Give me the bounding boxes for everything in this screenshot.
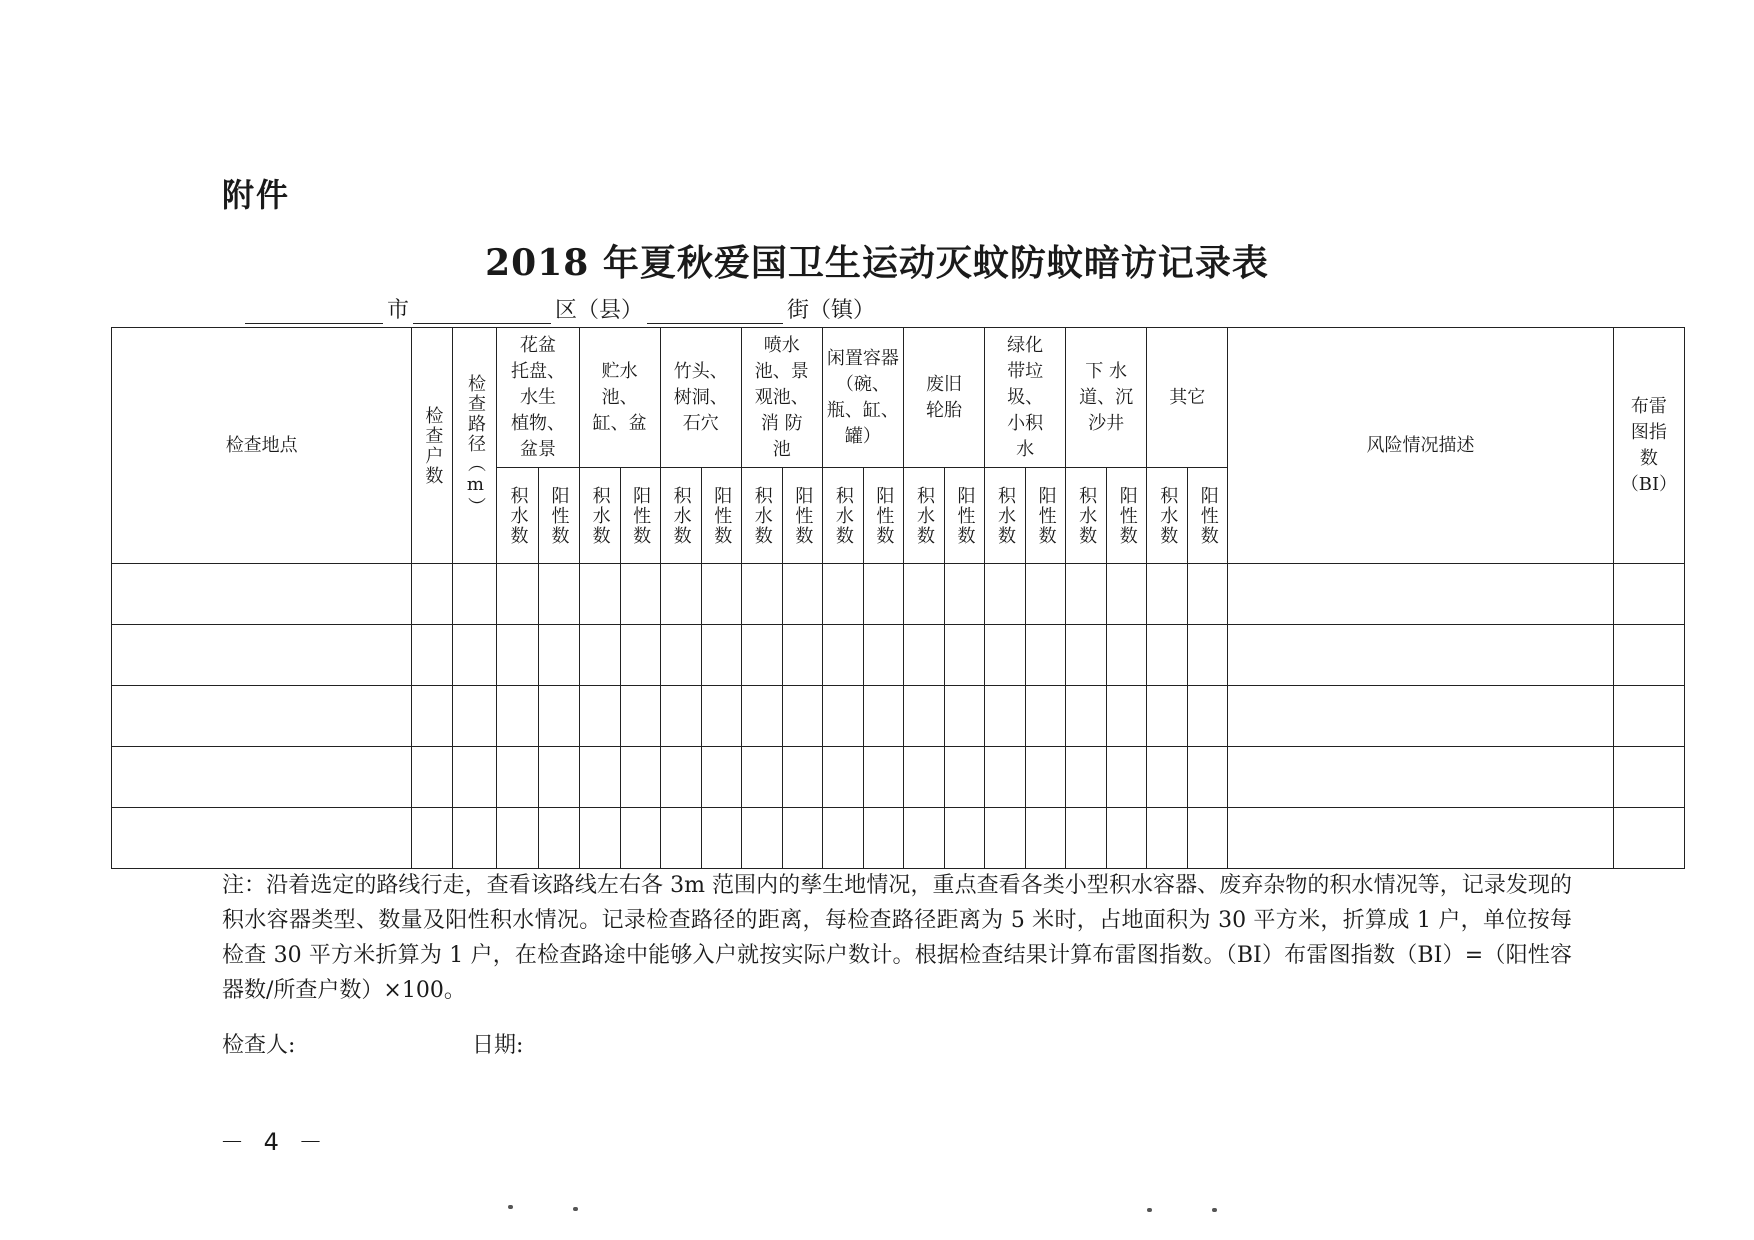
table-cell[interactable] [863,686,903,747]
table-cell[interactable] [538,686,579,747]
category-line: 罐） [844,425,881,447]
category-line: 水 [1016,438,1035,460]
table-cell[interactable] [497,564,538,625]
table-cell[interactable] [701,564,741,625]
attachment-label: 附件 [222,176,291,214]
table-cell[interactable] [985,564,1026,625]
table-cell[interactable] [1228,686,1613,747]
table-cell[interactable] [412,808,453,869]
category-line: 闲置容器 [826,347,899,369]
category-line: 道、沉 [1079,386,1134,408]
header-location: 检查地点 [112,328,412,564]
category-line: 带垃 [1007,360,1044,382]
table-cell[interactable] [497,747,538,808]
category-line: 托盘、 [511,360,566,382]
table-cell[interactable] [538,808,579,869]
table-cell[interactable] [660,808,701,869]
document-title: 2018 年夏秋爱国卫生运动灭蚊防蚊暗访记录表 [485,242,1269,284]
bi-line: 布雷 [1630,395,1667,417]
table-cell[interactable] [112,808,412,869]
table-cell[interactable] [822,625,863,686]
table-cell[interactable] [620,808,660,869]
table-cell[interactable] [412,564,453,625]
table-cell[interactable] [782,625,822,686]
table-cell[interactable] [1026,747,1066,808]
header-positive-count: 阳性数 [863,468,903,564]
table-cell[interactable] [1188,686,1228,747]
header-bi [1613,328,1684,564]
header-category-2 [660,328,741,468]
district-label: 区（县） [555,298,644,323]
table-cell[interactable] [701,686,741,747]
scan-speck [573,1207,578,1211]
header-positive-count: 阳性数 [1188,468,1228,564]
table-cell[interactable] [453,747,497,808]
table-cell[interactable] [1613,747,1684,808]
table-cell[interactable] [741,564,782,625]
table-cell[interactable] [944,625,984,686]
category-line: 水生 [520,386,557,408]
category-line: 池、景 [754,360,809,382]
table-cell[interactable] [944,808,984,869]
street-label: 街（镇） [787,298,876,323]
table-cell[interactable] [620,686,660,747]
header-category-6 [985,328,1066,468]
table-cell[interactable] [112,747,412,808]
table-cell[interactable] [822,808,863,869]
bi-line: 图指 [1630,421,1667,443]
table-cell[interactable] [741,686,782,747]
table-cell[interactable] [1147,564,1188,625]
table-cell[interactable] [1613,564,1684,625]
header-water-count: 积水数 [1066,468,1107,564]
table-cell[interactable] [660,625,701,686]
header-water-count: 积水数 [822,468,863,564]
header-positive-count: 阳性数 [944,468,984,564]
table-cell[interactable] [822,564,863,625]
table-cell[interactable] [1026,686,1066,747]
table-cell[interactable] [497,625,538,686]
table-cell[interactable] [412,625,453,686]
header-water-count: 积水数 [497,468,538,564]
header-category-1 [579,328,660,468]
header-households: 检查户数 [412,328,453,564]
category-line: 废旧 [925,373,962,395]
page-number: － 4 － [220,1128,329,1156]
category-line: 沙井 [1088,412,1125,434]
table-cell[interactable] [620,564,660,625]
category-line: 小积 [1007,412,1044,434]
table-cell[interactable] [579,747,620,808]
table-cell[interactable] [1107,625,1147,686]
header-category-5 [903,328,984,468]
table-cell[interactable] [112,686,412,747]
table-cell[interactable] [112,564,412,625]
table-cell[interactable] [1188,808,1228,869]
city-label: 市 [387,298,410,323]
table-cell[interactable] [1066,747,1107,808]
scan-speck [1212,1208,1217,1212]
header-positive-count: 阳性数 [1107,468,1147,564]
table-cell[interactable] [1066,808,1107,869]
region-line [245,293,879,324]
header-positive-count: 阳性数 [782,468,822,564]
category-line: 绿化 [1007,334,1044,356]
inspector-label: 检查人: [222,1033,296,1058]
table-cell[interactable] [701,747,741,808]
table-cell[interactable] [701,808,741,869]
category-line: 喷水 [763,334,800,356]
table-cell[interactable] [822,747,863,808]
header-water-count: 积水数 [985,468,1026,564]
table-row [112,747,1685,808]
table-cell[interactable] [579,808,620,869]
header-category-0 [497,328,579,468]
table-cell[interactable] [1613,625,1684,686]
table-cell[interactable] [1026,808,1066,869]
header-water-count: 积水数 [579,468,620,564]
table-cell[interactable] [453,686,497,747]
header-category-7 [1066,328,1147,468]
table-cell[interactable] [903,808,944,869]
district-blank[interactable] [413,299,551,324]
header-category-3 [741,328,822,468]
table-cell[interactable] [538,747,579,808]
table-cell[interactable] [620,747,660,808]
table-cell[interactable] [1107,747,1147,808]
table-cell[interactable] [944,747,984,808]
table-cell[interactable] [412,686,453,747]
table-cell[interactable] [782,747,822,808]
table-row [112,625,1685,686]
table-cell[interactable] [903,747,944,808]
table-cell[interactable] [453,625,497,686]
table-cell[interactable] [579,686,620,747]
category-line: 圾、 [1007,386,1044,408]
table-cell[interactable] [660,686,701,747]
table-cell[interactable] [985,808,1026,869]
table-cell[interactable] [1228,747,1613,808]
street-blank[interactable] [647,299,783,324]
table-row [112,808,1685,869]
category-line: 树洞、 [673,386,728,408]
table-cell[interactable] [579,564,620,625]
table-cell[interactable] [1066,686,1107,747]
table-cell[interactable] [944,564,984,625]
table-cell[interactable] [1066,625,1107,686]
category-line: 盆景 [520,438,557,460]
category-line: 花盆 [520,334,557,356]
table-cell[interactable] [497,808,538,869]
header-path: 检查路径（m） [453,328,497,564]
table-cell[interactable] [903,625,944,686]
table-cell[interactable] [1613,686,1684,747]
city-blank[interactable] [245,299,383,324]
scan-speck [1147,1208,1152,1212]
table-cell[interactable] [863,808,903,869]
category-line: 消 防 [760,412,803,434]
table-cell[interactable] [741,625,782,686]
header-water-count: 积水数 [741,468,782,564]
header-positive-count: 阳性数 [1026,468,1066,564]
table-cell[interactable] [903,564,944,625]
scan-speck [508,1205,513,1209]
table-cell[interactable] [1026,625,1066,686]
table-row [112,564,1685,625]
header-risk: 风险情况描述 [1228,328,1613,564]
table-cell[interactable] [1188,625,1228,686]
bi-line: 数 [1639,447,1658,469]
table-cell[interactable] [660,564,701,625]
table-cell[interactable] [112,625,412,686]
table-cell[interactable] [1026,564,1066,625]
table-cell[interactable] [1188,747,1228,808]
table-cell[interactable] [822,686,863,747]
table-cell[interactable] [453,564,497,625]
table-cell[interactable] [1147,747,1188,808]
table-cell[interactable] [782,564,822,625]
header-water-count: 积水数 [903,468,944,564]
table-cell[interactable] [660,747,701,808]
category-line: 竹头、 [673,360,728,382]
header-category-8 [1147,328,1228,468]
table-cell[interactable] [538,625,579,686]
table-cell[interactable] [1613,808,1684,869]
category-line: 石穴 [682,412,719,434]
category-line: 其它 [1169,386,1206,408]
table-cell[interactable] [1066,564,1107,625]
table-cell[interactable] [741,808,782,869]
category-line: 下 水 [1085,360,1128,382]
category-line: 贮水 [601,360,638,382]
table-cell[interactable] [538,564,579,625]
category-line: 观池、 [754,386,809,408]
table-cell[interactable] [701,625,741,686]
table-cell[interactable] [412,747,453,808]
table-cell[interactable] [1228,625,1613,686]
table-cell[interactable] [1188,564,1228,625]
header-water-count: 积水数 [1147,468,1188,564]
category-line: 池、 [601,386,638,408]
header-positive-count: 阳性数 [701,468,741,564]
table-cell[interactable] [1107,564,1147,625]
table-cell[interactable] [1228,808,1613,869]
header-positive-count: 阳性数 [620,468,660,564]
bi-line: （BI） [1620,473,1678,495]
date-label: 日期: [472,1033,524,1058]
table-cell[interactable] [453,808,497,869]
table-cell[interactable] [579,625,620,686]
table-cell[interactable] [985,625,1026,686]
table-cell[interactable] [863,625,903,686]
table-cell[interactable] [1147,808,1188,869]
table-cell[interactable] [1107,808,1147,869]
table-cell[interactable] [944,686,984,747]
header-water-count: 积水数 [660,468,701,564]
table-cell[interactable] [497,686,538,747]
category-line: 植物、 [511,412,566,434]
category-line: 瓶、缸、 [826,399,899,421]
table-cell[interactable] [903,686,944,747]
table-cell[interactable] [741,747,782,808]
table-cell[interactable] [620,625,660,686]
table-cell[interactable] [1147,686,1188,747]
inspection-record-table [111,327,1685,869]
table-row [112,686,1685,747]
header-positive-count: 阳性数 [538,468,579,564]
note-text: 注：沿着选定的路线行走，查看该路线左右各 3m 范围内的孳生地情况，重点查看各类小型积水容器、废弃杂物的积水情况等，记录发现的积水容器类型、数量及阳性积水情况。记录检查路径的距离，每检查路径距离为 5 米时，占地面积为 30 平方米，折算成 1 户，单位按每检查 30 平方米折算为 1 户，在检查路途中能够入户就按实际户数计。根据检查结果计算布雷图指数。（BI）布雷图指数（BI）=（阳性容器数/所查户数）×100。 [222,873,1572,1003]
table-cell[interactable] [1107,686,1147,747]
table-cell[interactable] [863,747,903,808]
table-cell[interactable] [863,564,903,625]
category-line: 池 [772,438,791,460]
table-cell[interactable] [782,686,822,747]
table-cell[interactable] [782,808,822,869]
category-line: 缸、盆 [592,412,647,434]
table-cell[interactable] [1147,625,1188,686]
header-category-4 [822,328,903,468]
table-cell[interactable] [985,686,1026,747]
table-cell[interactable] [1228,564,1613,625]
category-line: 轮胎 [925,399,962,421]
table-cell[interactable] [985,747,1026,808]
category-line: （碗、 [835,373,890,395]
